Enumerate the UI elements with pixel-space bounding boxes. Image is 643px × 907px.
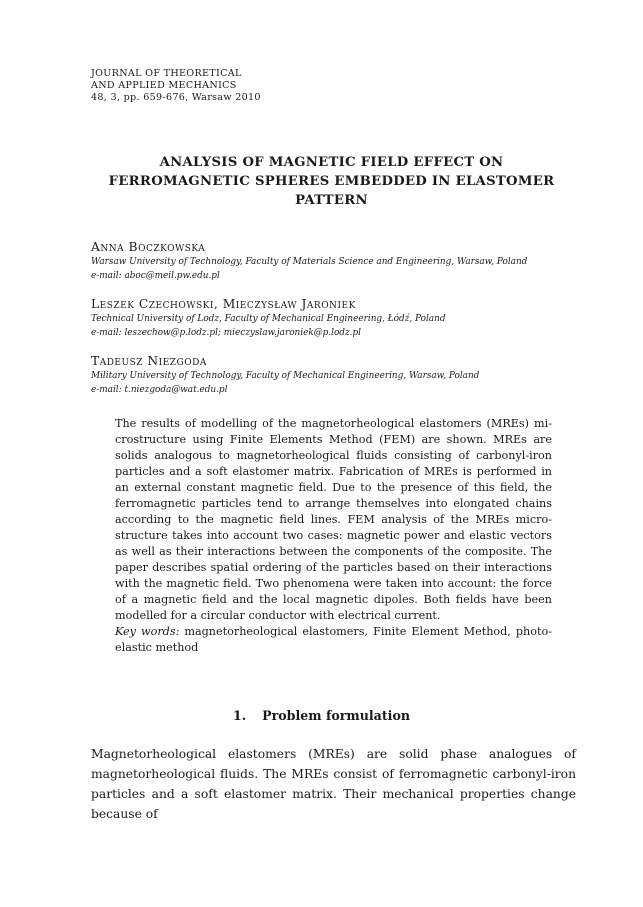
journal-header <box>91 68 261 104</box>
body-text <box>91 744 576 824</box>
author-block-3 <box>91 353 591 397</box>
journal-name-line1: JOURNAL OF THEORETICAL <box>91 68 242 79</box>
section-heading <box>0 708 643 724</box>
author-block-1 <box>91 239 591 283</box>
keywords <box>115 624 552 656</box>
author-email: e-mail: leszechow@p.lodz.pl; mieczyslaw.jaroniek@p.lodz.pl <box>91 328 361 338</box>
author-block-2 <box>91 296 591 340</box>
author-name: Anna Boczkowska <box>91 240 206 254</box>
body-paragraph: Magnetorheological elastomers (MREs) are solid phase analogues of magnetorheological fluids. The MREs consist of ferromagnetic carbonyl-iron particles and a soft elastomer matrix. Their mechanical properties change because of <box>91 747 576 821</box>
author-affiliation: Warsaw University of Technology, Faculty of Materials Science and Engineering, Warsaw, Poland <box>91 257 528 267</box>
journal-name-line2: AND APPLIED MECHANICS <box>91 80 237 91</box>
section-number: 1. <box>232 708 247 723</box>
title-line1: ANALYSIS OF MAGNETIC FIELD EFFECT ON <box>159 155 504 170</box>
section-title: Problem formulation <box>262 708 410 723</box>
author-affiliation: Military University of Technology, Faculty of Mechanical Engineering, Warsaw, Poland <box>91 371 480 381</box>
journal-issue-info: 48, 3, pp. 659-676, Warsaw 2010 <box>91 92 261 103</box>
title-line3: PATTERN <box>295 193 368 208</box>
title-line2: FERROMAGNETIC SPHERES EMBEDDED IN ELASTOMER <box>108 174 555 189</box>
keywords-list: magnetorheological elastomers, Finite Element Method, photoelastic method <box>115 625 552 654</box>
author-affiliation: Technical University of Lodz, Faculty of Mechanical Engineering, Łódź, Poland <box>91 314 446 324</box>
paper-title <box>60 153 603 210</box>
author-name: Tadeusz Niezgoda <box>91 354 207 368</box>
abstract <box>115 416 552 656</box>
keywords-label: Key words: <box>115 625 180 638</box>
abstract-text: The results of modelling of the magnetorheological elastomers (MREs) microstructure using Finite Elements Method (FEM) are shown. MREs are solids analogous to magnetorheological fluids consisting of carbonyl-iron particles and a soft elastomer matrix. Fabrication of MREs is performed in an external constant magnetic field. Due to the presence of this field, the ferromagnetic particles tend to arrange themselves into elongated chains according to the magnetic field lines. FEM analysis of the MREs microstructure takes into account two cases: magnetic power and elastic vectors as well as their interactions between the components of the composite. The paper describes spatial ordering of the particles based on their interactions with the magnetic field. Two phenomena were taken into account: the force of a magnetic field and the local magnetic dipoles. Both fields have been modelled for a circular conductor with electrical current. <box>115 417 552 622</box>
author-email: e-mail: aboc@meil.pw.edu.pl <box>91 271 220 281</box>
author-name: Leszek Czechowski, Mieczysław Jaroniek <box>91 297 356 311</box>
author-email: e-mail: t.niezgoda@wat.edu.pl <box>91 385 228 395</box>
